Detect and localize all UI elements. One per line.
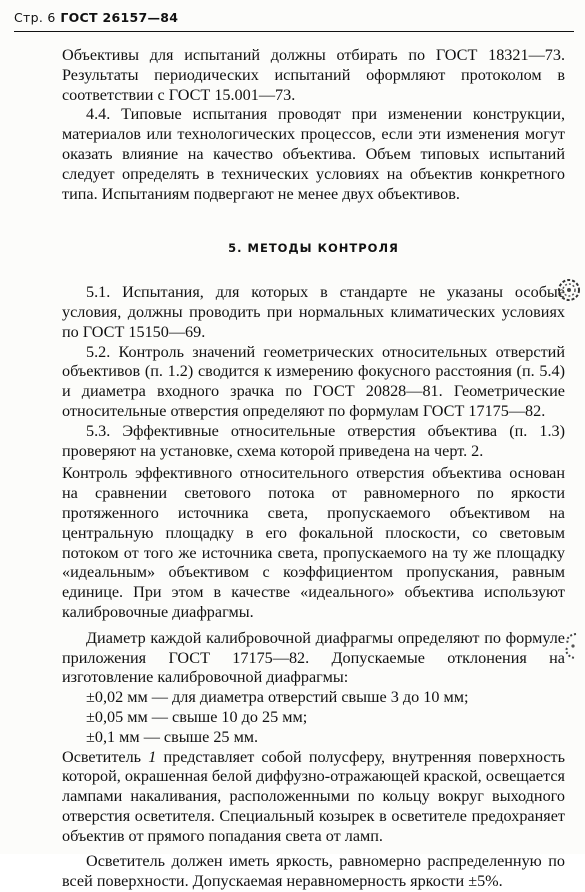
paragraph-diaphragm-diameter: Диаметр каждой калибровочной диафрагмы определяют по формуле приложения ГОСТ 17175—82. Допускаемые отклонения на изготовление калибровочной диафрагмы: — [62, 628, 565, 687]
standard-code: ГОСТ 26157—84 — [60, 10, 179, 25]
document-body — [62, 46, 565, 892]
paragraph-5-1: 5.1. Испытания, для которых в стандарте не указаны особые условия, должны проводить при нормальных климатических условиях по ГОСТ 15150—69. — [62, 283, 565, 341]
paragraph-control-principle: Контроль эффективного относительного отверстия объектива основан на сравнении светового потока от равномерного по яркости протяженного источника света, пропускаемого объективом на центральную площадку в его фокальной плоскости, со световым потоком от того же источника света, пропускаемого на ту же площадку «идеальным» объективом с коэффициентом пропускания, равным единице. При этом в качестве «идеального» объектива используют калибровочные диафрагмы. — [62, 464, 565, 621]
archive-stamp-icon — [557, 277, 581, 303]
illuminator-lead: Осветитель — [62, 747, 149, 766]
edge-mark-icon — [562, 631, 580, 661]
paragraph-illuminator — [62, 748, 565, 847]
section-title: 5. МЕТОДЫ КОНТРОЛЯ — [228, 241, 399, 256]
tolerance-item: ±0,02 мм — для диаметра отверстий свыше 3 до 10 мм; — [86, 688, 469, 707]
page-number: Стр. 6 — [14, 10, 56, 25]
paragraph-5-3: 5.3. Эффективные относительные отверстия объектива (п. 1.3) проверяют на установке, схема которой приведена на черт. 2. — [62, 421, 565, 460]
illuminator-text: представляет собой полусферу, внутренняя поверхность которой, окрашенная белой диффузно-отражающей краской, освещается лампами накаливания, расположенными по кольцу вокруг выходного отверстия осветителя. Специальный козырек в осветителе предохраняет объектив от прямого попадания света от ламп. — [62, 747, 565, 845]
paragraph-4-4: 4.4. Типовые испытания проводят при изменении конструкции, материалов или технологических процессов, если эти изменения могут оказать влияние на качество объектива. Объем типовых испытаний следует определять в технических условиях на объектив конкретного типа. Испытаниям подвергают не менее двух объективов. — [62, 105, 565, 203]
tolerance-item: ±0,1 мм — свыше 25 мм. — [86, 727, 259, 746]
tolerance-item: ±0,05 мм — свыше 10 до 25 мм; — [86, 707, 308, 726]
illuminator-number: 1 — [148, 747, 157, 766]
paragraph-5-2: 5.2. Контроль значений геометрических относительных отверстий объективов (п. 1.2) сводится к измерению фокусного расстояния (п. 5.4) и диаметра входного зрачка по ГОСТ 20828—81. Геометрические относительные отверстия определяют по формулам ГОСТ 17175—82. — [62, 342, 565, 420]
page-header — [14, 10, 178, 25]
paragraph-brightness: Осветитель должен иметь яркость, равномерно распределенную по всей поверхности. Допускаемая неравномерность яркости ±5%. — [62, 852, 565, 891]
paragraph-sampling: Объективы для испытаний должны отбирать по ГОСТ 18321—73. Результаты периодических испытаний оформляют протоколом в соответствии с ГОСТ 15.001—73. — [62, 46, 565, 104]
header-rule — [14, 31, 574, 32]
